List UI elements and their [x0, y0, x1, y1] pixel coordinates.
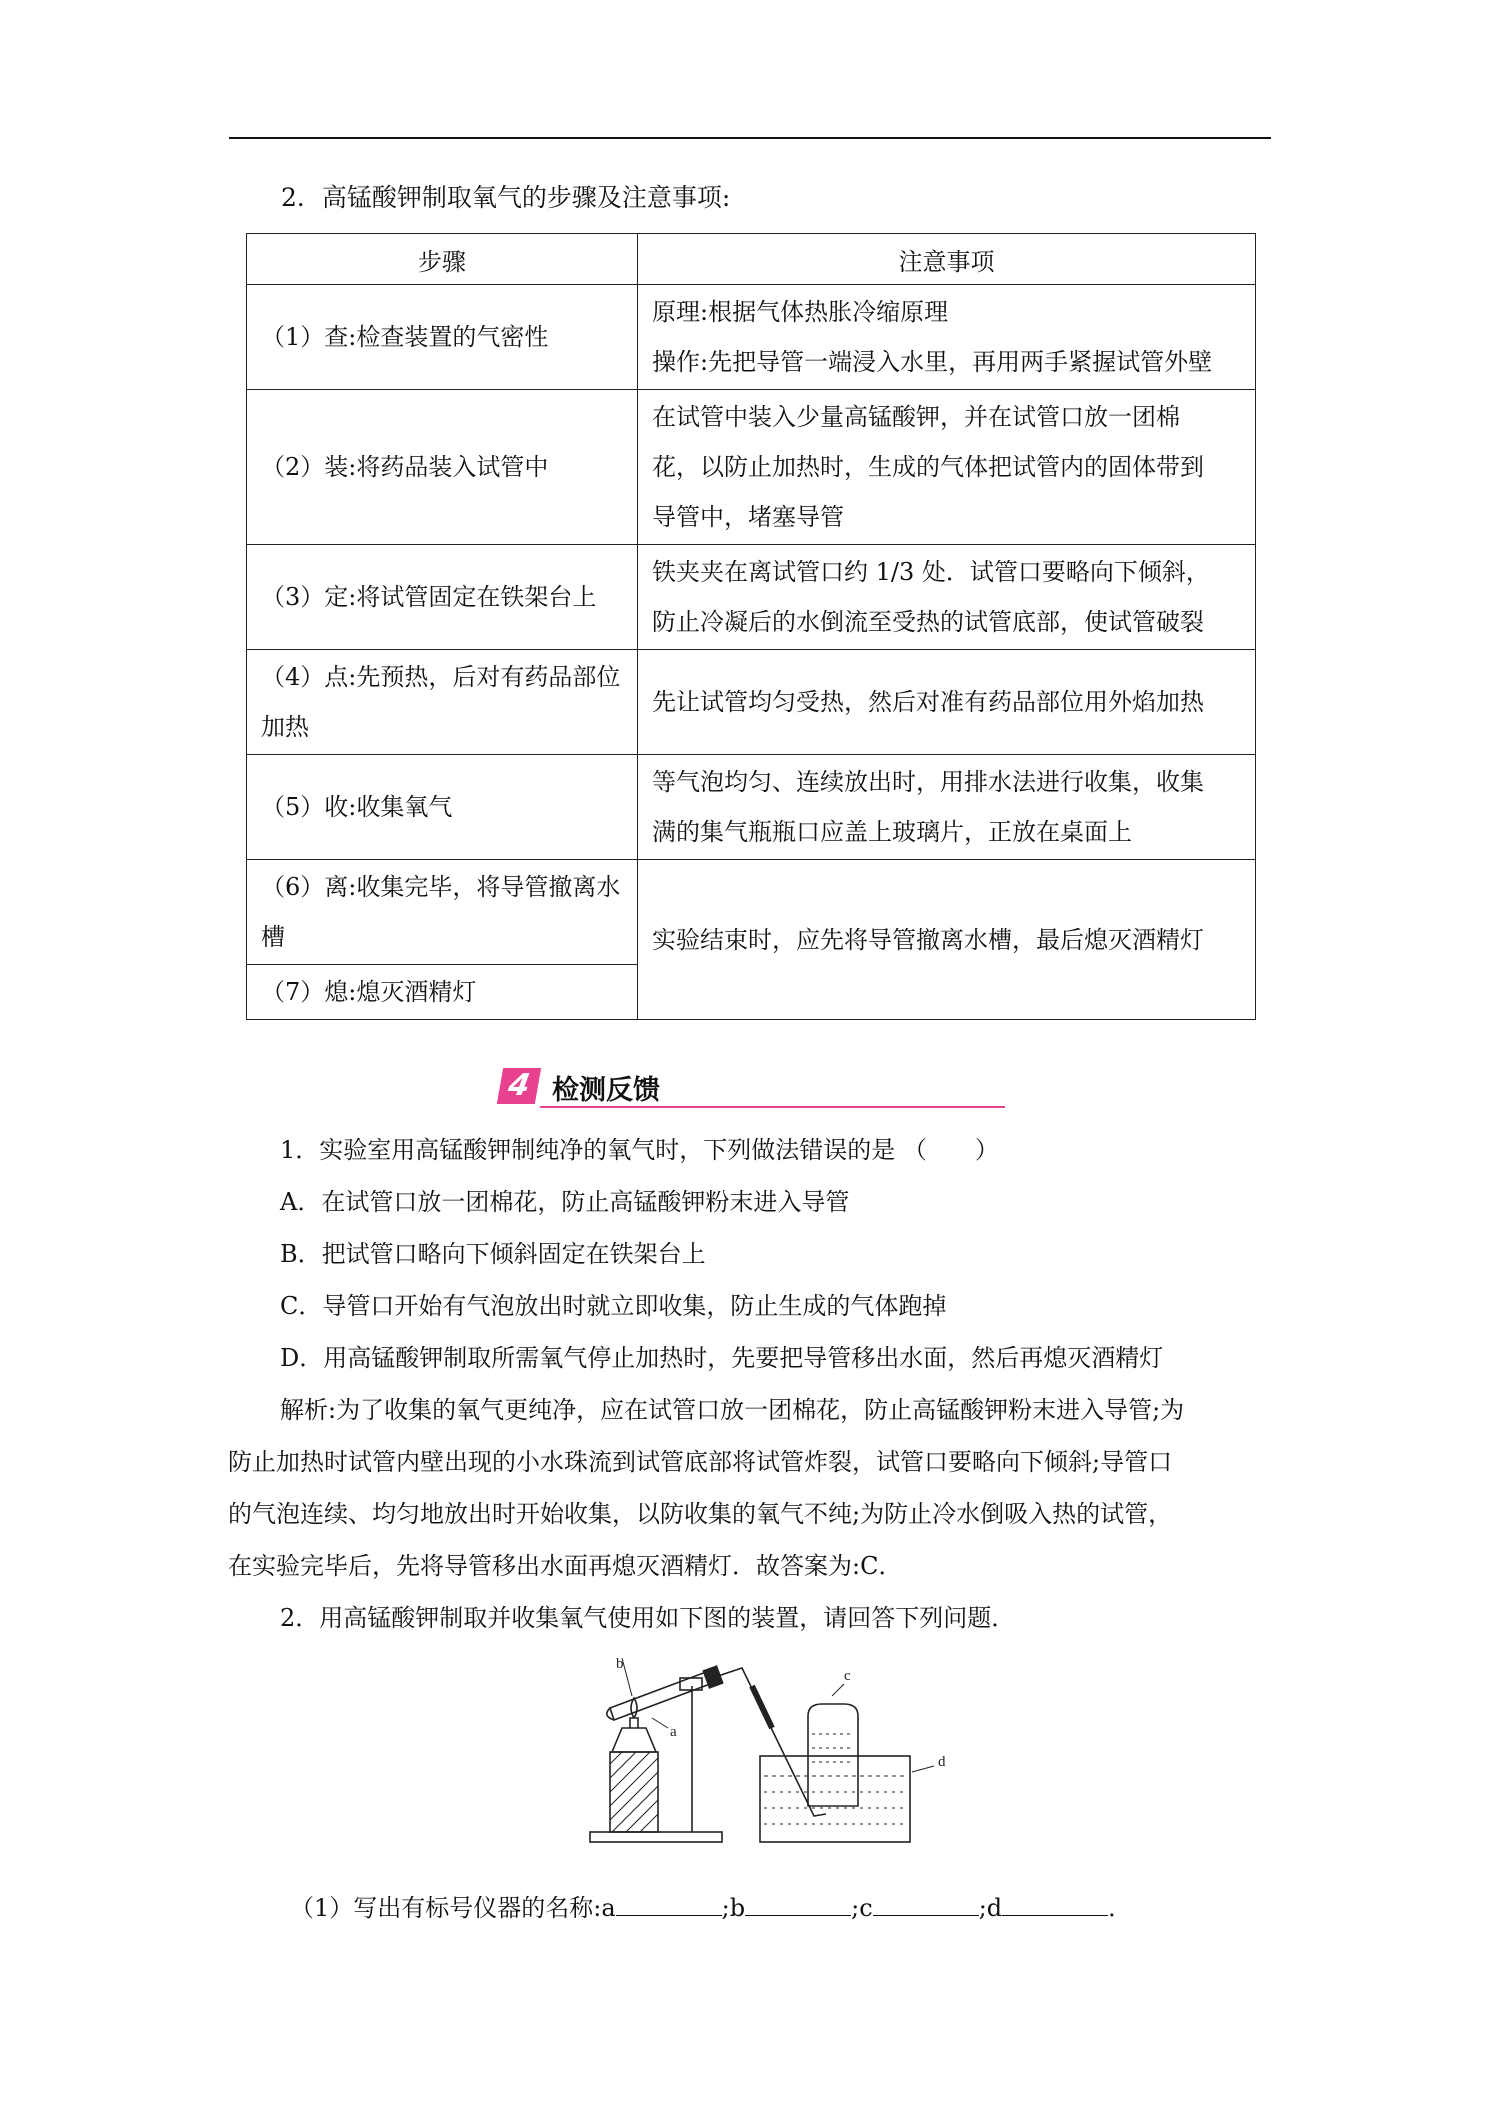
note-line: 先让试管均匀受热，然后对准有药品部位用外焰加热 — [652, 688, 1204, 716]
option-c: C．导管口开始有气泡放出时就立即收集，防止生成的气体跑掉 — [280, 1292, 947, 1320]
step-cell: （7）熄:熄灭酒精灯 — [247, 965, 638, 1020]
fill-in-question — [290, 1888, 1132, 1923]
note-cell — [638, 650, 1256, 755]
separator: ; — [851, 1894, 860, 1922]
note-cell — [638, 285, 1256, 390]
note-line: 铁夹夹在离试管口约 1/3 处．试管口要略向下倾斜， — [652, 558, 1210, 586]
water-trough — [760, 1756, 910, 1842]
end-mark: ． — [1108, 1894, 1133, 1922]
label-d: d — [938, 1754, 946, 1770]
table-row — [247, 755, 1256, 860]
header-note: 注意事项 — [638, 234, 1256, 285]
table-row — [247, 860, 1256, 965]
separator: ; — [978, 1894, 987, 1922]
note-line: 等气泡均匀、连续放出时，用排水法进行收集，收集 — [652, 768, 1204, 796]
note-line: 防止冷凝后的水倒流至受热的试管底部，使试管破裂 — [652, 608, 1204, 636]
note-cell — [638, 755, 1256, 860]
banner-underline — [540, 1106, 1005, 1108]
alcohol-lamp — [612, 1728, 656, 1752]
section-banner — [500, 1064, 1005, 1108]
answer-blank-a[interactable] — [616, 1893, 722, 1916]
separator: ; — [721, 1894, 730, 1922]
note-cell — [638, 860, 1256, 1020]
header-rule — [229, 137, 1271, 139]
table-row — [247, 650, 1256, 755]
option-a: A．在试管口放一团棉花，防止高锰酸钾粉末进入导管 — [280, 1188, 850, 1216]
analysis-line: 解析:为了收集的氧气更纯净，应在试管口放一团棉花，防止高锰酸钾粉末进入导管;为 — [280, 1396, 1185, 1424]
step-cell: （1）查:检查装置的气密性 — [247, 285, 638, 390]
test-tube — [610, 1672, 710, 1720]
wood-block — [610, 1752, 658, 1832]
delivery-tube — [718, 1668, 826, 1816]
table-row — [247, 545, 1256, 650]
question-2-stem: 2．用高锰酸钾制取并收集氧气使用如下图的装置，请回答下列问题． — [280, 1604, 1016, 1632]
banner-label: 检测反馈 — [552, 1075, 660, 1106]
answer-blank-c[interactable] — [873, 1893, 979, 1916]
label-c: c — [844, 1668, 851, 1684]
note-cell — [638, 390, 1256, 545]
apparatus-diagram — [582, 1656, 992, 1851]
table-row — [247, 390, 1256, 545]
answer-blank-b[interactable] — [745, 1893, 851, 1916]
note-line: 操作:先把导管一端浸入水里，再用两手紧握试管外壁 — [652, 348, 1213, 376]
answer-blank-d[interactable] — [1002, 1893, 1108, 1916]
step-cell: （5）收:收集氧气 — [247, 755, 638, 860]
note-line: 花，以防止加热时，生成的气体把试管内的固体带到 — [652, 453, 1204, 481]
note-line: 在试管中装入少量高锰酸钾，并在试管口放一团棉 — [652, 403, 1180, 431]
option-b: B．把试管口略向下倾斜固定在铁架台上 — [280, 1240, 706, 1268]
blank-label-b: b — [729, 1894, 746, 1922]
table-header-row — [247, 234, 1256, 285]
blank-label-d: d — [986, 1894, 1003, 1922]
fill-prefix: （1）写出有标号仪器的名称: — [290, 1894, 602, 1922]
banner-number: 4 — [497, 1068, 541, 1104]
note-line: 原理:根据气体热胀冷缩原理 — [652, 298, 949, 326]
steps-table — [246, 233, 1256, 1020]
step-cell: （4）点:先预热，后对有药品部位加热 — [247, 650, 638, 755]
analysis-line: 防止加热时试管内壁出现的小水珠流到试管底部将试管炸裂，试管口要略向下倾斜;导管口 — [228, 1448, 1173, 1476]
header-step: 步骤 — [247, 234, 638, 285]
option-d: D．用高锰酸钾制取所需氧气停止加热时，先要把导管移出水面，然后再熄灭酒精灯 — [280, 1344, 1164, 1372]
stand-base — [590, 1832, 722, 1842]
label-b: b — [616, 1656, 624, 1672]
blank-label-c: c — [859, 1894, 873, 1922]
question-1 — [228, 1124, 1273, 1644]
question-stem: 1．实验室用高锰酸钾制纯净的氧气时，下列做法错误的是 （ ） — [280, 1136, 999, 1164]
note-line: 满的集气瓶瓶口应盖上玻璃片，正放在桌面上 — [652, 818, 1132, 846]
analysis-line: 的气泡连续、均匀地放出时开始收集，以防收集的氧气不纯;为防止冷水倒吸入热的试管， — [228, 1500, 1173, 1528]
step-cell: （3）定:将试管固定在铁架台上 — [247, 545, 638, 650]
step-cell: （2）装:将药品装入试管中 — [247, 390, 638, 545]
label-a: a — [670, 1724, 677, 1740]
note-line: 实验结束时，应先将导管撤离水槽，最后熄灭酒精灯 — [652, 925, 1204, 954]
blank-label-a: a — [601, 1894, 616, 1922]
section-title: 2．高锰酸钾制取氧气的步骤及注意事项: — [281, 183, 731, 212]
step-cell: （6）离:收集完毕，将导管撤离水槽 — [247, 860, 638, 965]
analysis-line: 在实验完毕后，先将导管移出水面再熄灭酒精灯．故答案为:C． — [228, 1552, 903, 1580]
note-line: 导管中，堵塞导管 — [652, 503, 844, 531]
gas-bottle — [808, 1704, 858, 1806]
table-row — [247, 285, 1256, 390]
note-cell — [638, 545, 1256, 650]
